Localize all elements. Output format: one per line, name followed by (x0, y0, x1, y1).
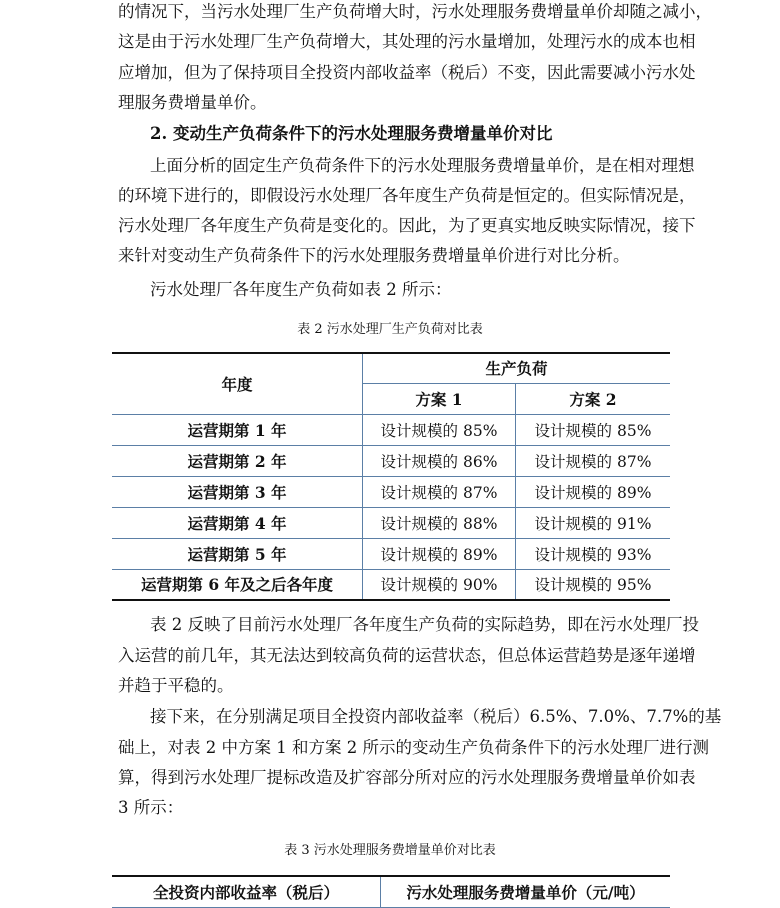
paragraph-line: 算，得到污水处理厂提标改造及扩容部分所对应的污水处理服务费增量单价如表 (118, 768, 696, 787)
paragraph-line: 的情况下，当污水处理厂生产负荷增大时，污水处理服务费增量单价却随之减小， (118, 2, 712, 21)
paragraph-line: 3 所示： (118, 798, 184, 817)
table-row (112, 445, 670, 476)
header-irr: 全投资内部收益率（税后） (112, 876, 381, 907)
paragraph-line: 理服务费增量单价。 (118, 93, 267, 112)
table-2 (112, 352, 670, 601)
table-row (112, 414, 670, 445)
year-cell: 运营期第 1 年 (112, 414, 363, 445)
paragraph-line: 污水处理厂各年度生产负荷是变化的。因此，为了更真实地反映实际情况，接下 (118, 216, 696, 235)
paragraph-line: 并趋于平稳的。 (118, 676, 234, 695)
paragraph-line: 表 2 反映了目前污水处理厂各年度生产负荷的实际趋势，即在污水处理厂投 (150, 615, 699, 634)
header-price: 污水处理服务费增量单价（元/吨） (381, 876, 671, 907)
year-cell: 运营期第 4 年 (112, 507, 363, 538)
year-cell: 运营期第 3 年 (112, 476, 363, 507)
table-row (112, 507, 670, 538)
plan1-cell: 设计规模的 89% (363, 538, 516, 569)
plan2-cell: 设计规模的 85% (516, 414, 671, 445)
year-cell: 运营期第 2 年 (112, 445, 363, 476)
table-row (112, 569, 670, 600)
year-cell: 运营期第 5 年 (112, 538, 363, 569)
plan1-cell: 设计规模的 85% (363, 414, 516, 445)
paragraph-line: 上面分析的固定生产负荷条件下的污水处理服务费增量单价，是在相对理想 (150, 156, 695, 175)
paragraph-line: 来针对变动生产负荷条件下的污水处理服务费增量单价进行对比分析。 (118, 246, 630, 265)
table3-caption: 表 3 污水处理服务费增量单价对比表 (284, 843, 496, 858)
plan1-cell: 设计规模的 86% (363, 445, 516, 476)
plan2-cell: 设计规模的 93% (516, 538, 671, 569)
plan2-cell: 设计规模的 89% (516, 476, 671, 507)
plan1-cell: 设计规模的 90% (363, 569, 516, 600)
paragraph-line: 这是由于污水处理厂生产负荷增大，其处理的污水量增加，处理污水的成本也相 (118, 32, 696, 51)
paragraph-line: 接下来，在分别满足项目全投资内部收益率（税后）6.5%、7.0%、7.7%的基 (150, 707, 722, 726)
table-row (112, 538, 670, 569)
plan2-cell: 设计规模的 91% (516, 507, 671, 538)
header-year: 年度 (112, 353, 363, 414)
header-plan-1: 方案 1 (363, 383, 516, 414)
paragraph-line: 的环境下进行的，即假设污水处理厂各年度生产负荷是恒定的。但实际情况是， (118, 186, 696, 205)
table-row (112, 476, 670, 507)
header-production-load: 生产负荷 (363, 353, 671, 383)
paragraph-line: 础上，对表 2 中方案 1 和方案 2 所示的变动生产负荷条件下的污水处理厂进行测 (118, 738, 709, 757)
section-heading: 2. 变动生产负荷条件下的污水处理服务费增量单价对比 (150, 124, 553, 143)
plan1-cell: 设计规模的 88% (363, 507, 516, 538)
paragraph-line: 污水处理厂各年度生产负荷如表 2 所示： (150, 280, 452, 299)
table-3 (112, 875, 670, 908)
plan2-cell: 设计规模的 87% (516, 445, 671, 476)
plan2-cell: 设计规模的 95% (516, 569, 671, 600)
year-cell: 运营期第 6 年及之后各年度 (140, 575, 334, 595)
paragraph-line: 应增加，但为了保持项目全投资内部收益率（税后）不变，因此需要减小污水处 (118, 63, 696, 82)
header-plan-2: 方案 2 (516, 383, 671, 414)
table2-caption: 表 2 污水处理厂生产负荷对比表 (297, 322, 483, 337)
plan1-cell: 设计规模的 87% (363, 476, 516, 507)
paragraph-line: 入运营的前几年，其无法达到较高负荷的运营状态，但总体运营趋势是逐年递增 (118, 646, 696, 665)
